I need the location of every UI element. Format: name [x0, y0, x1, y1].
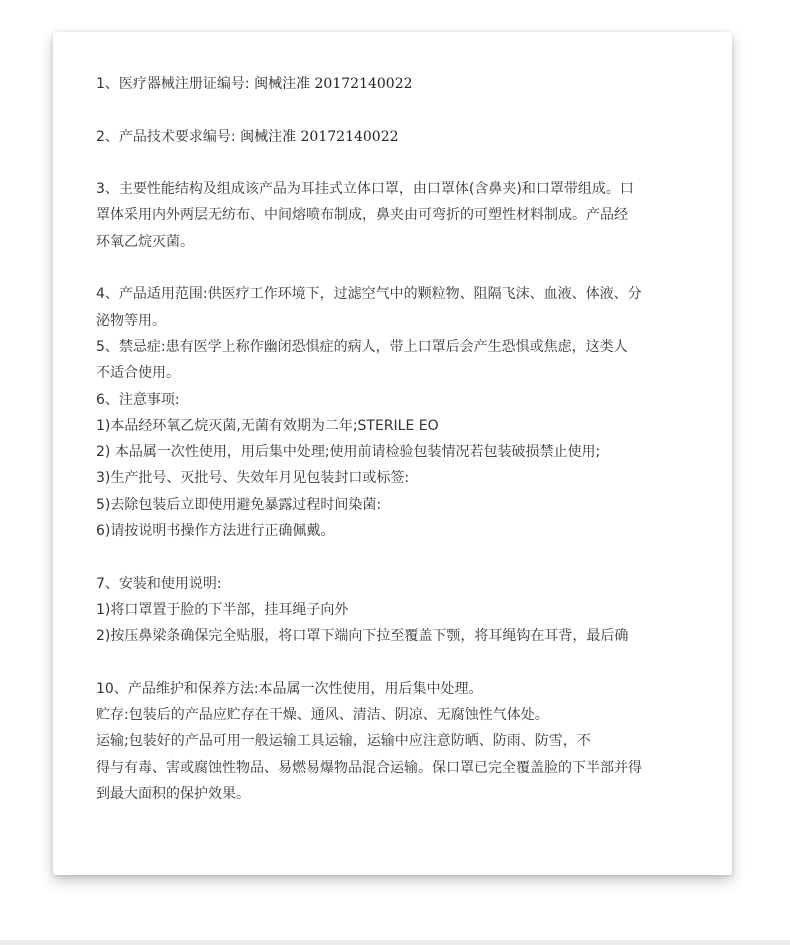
precautions-heading: 6、注意事项:: [96, 391, 180, 408]
instruction-text: [96, 71, 721, 807]
registration-line: [96, 71, 721, 97]
registration-label: 1、医疗器械注册证编号:: [96, 76, 250, 92]
requirement-number: 闽械注准 20172140022: [240, 128, 399, 145]
structure-line: 环氧乙烷灭菌。: [96, 233, 194, 250]
precaution-item: 6)请按说明书操作方法进行正确佩戴。: [96, 523, 335, 540]
scope-line: 4、产品适用范围:供医疗工作环境下，过滤空气中的颗粒物、阻隔飞沫、血液、体液、分: [96, 286, 642, 303]
transport-line: 到最大面积的保护效果。: [96, 786, 250, 803]
spacer: [96, 650, 721, 676]
maintenance-line: 10、产品维护和保养方法:本品属一次性使用，用后集中处理。: [96, 680, 483, 697]
instruction-card: [53, 32, 732, 875]
structure-line: 罩体采用内外两层无纺布、中间熔喷布制成，鼻夹由可弯折的可塑性材料制成。产品经: [96, 207, 628, 224]
requirement-label: 2、产品技术要求编号:: [96, 128, 236, 145]
installation-step: 2)按压鼻梁条确保完全贴服，将口罩下端向下拉至覆盖下颚，将耳绳钩在耳背，最后确: [96, 628, 629, 645]
contraindication-line: 5、禁忌症:患有医学上称作幽闭恐惧症的病人，带上口罩后会产生恐惧或焦虑，这类人: [96, 338, 628, 355]
installation-step: 1)将口罩置于脸的下半部，挂耳绳子向外: [96, 601, 349, 618]
contraindication-line: 不适合使用。: [96, 365, 180, 382]
precaution-item: 3)生产批号、灭批号、失效年月见包装封口或标签:: [96, 470, 410, 487]
transport-line: 得与有毒、害或腐蚀性物品、易燃易爆物品混合运输。保口罩已完全覆盖脸的下半部并得: [96, 759, 642, 776]
registration-number: 闽械注准 20172140022: [254, 76, 413, 92]
spacer: [96, 544, 721, 570]
structure-line: 3、主要性能结构及组成该产品为耳挂式立体口罩，由口罩体(含鼻夹)和口罩带组成。口: [96, 181, 634, 198]
installation-heading: 7、安装和使用说明:: [96, 575, 222, 592]
spacer: [96, 97, 721, 123]
bottom-divider: [0, 940, 790, 945]
precaution-item: 5)去除包装后立即使用避免暴露过程时间染菌:: [96, 496, 382, 513]
precaution-item: 2) 本品属一次性使用，用后集中处理;使用前请检验包装情况若包装破损禁止使用;: [96, 444, 601, 461]
precaution-item: 1)本品经环氧乙烷灭菌,无菌有效期为二年;STERILE EO: [96, 417, 439, 434]
requirement-line: [96, 124, 721, 150]
storage-line: 贮存:包装后的产品应贮存在干燥、通风、清洁、阴凉、无腐蚀性气体处。: [96, 707, 549, 724]
spacer: [96, 255, 721, 281]
transport-line: 运输;包装好的产品可用一般运输工具运输，运输中应注意防晒、防雨、防雪，不: [96, 733, 591, 750]
scope-line: 泌物等用。: [96, 312, 166, 329]
spacer: [96, 150, 721, 176]
